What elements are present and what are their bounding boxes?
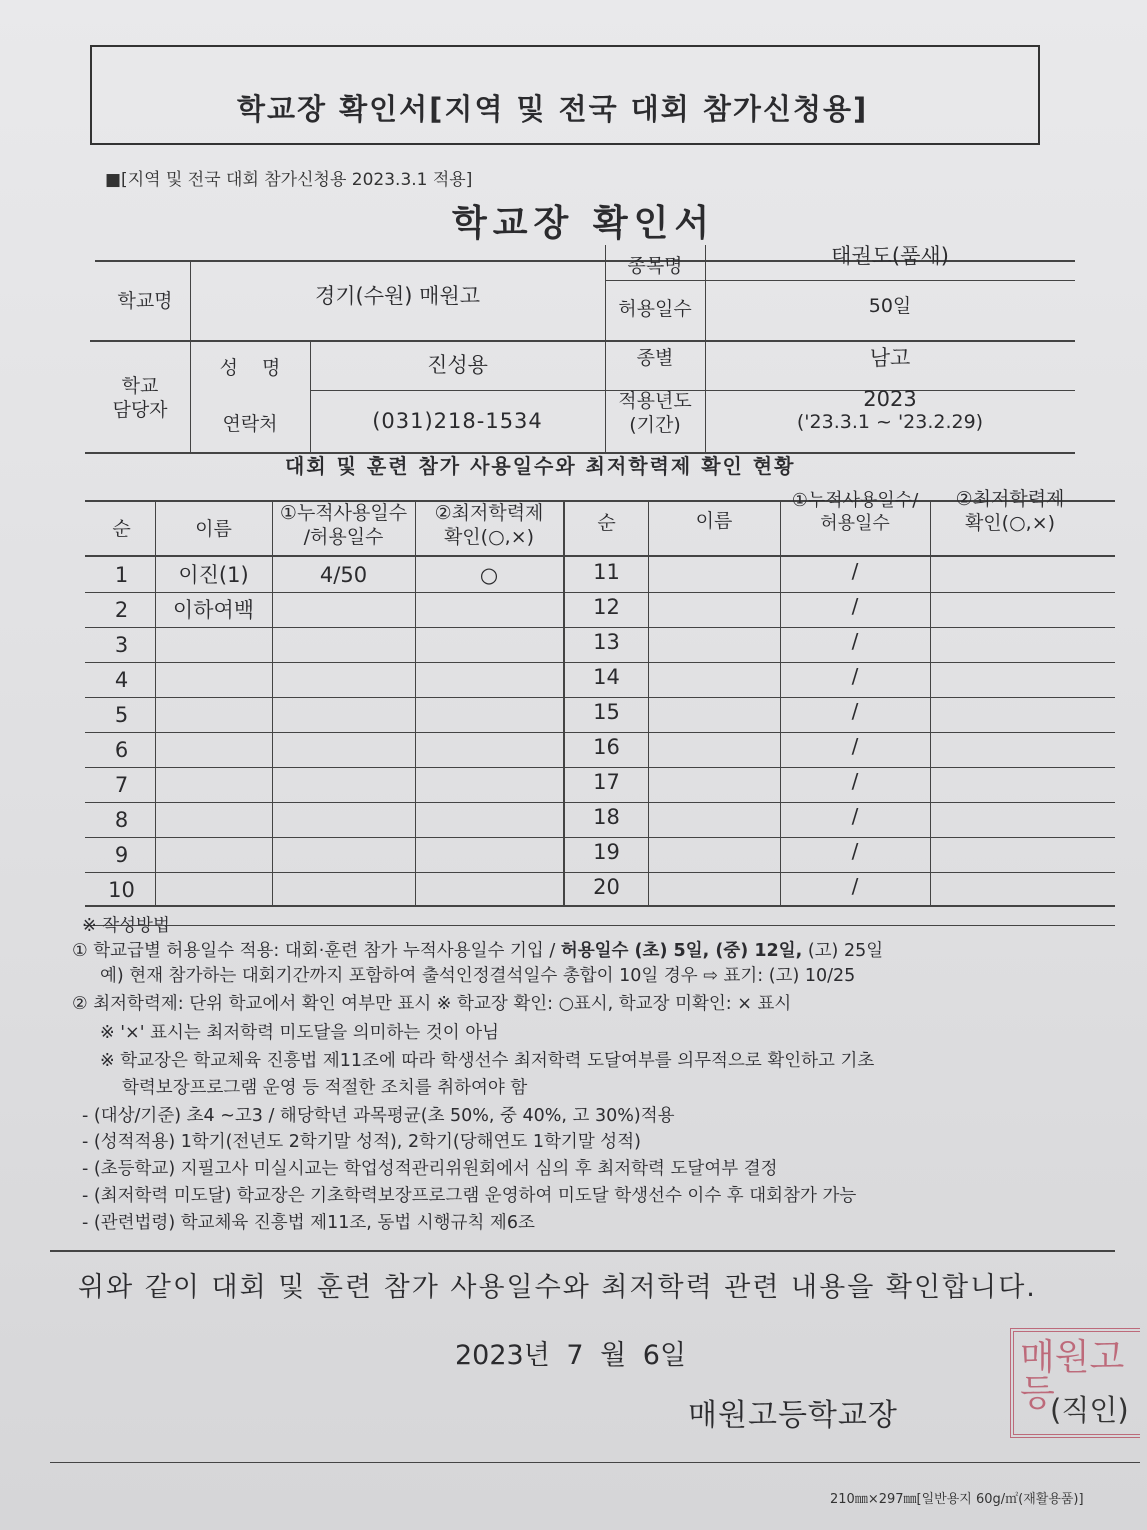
title-box: [90, 45, 1040, 145]
event-label: 종목명: [627, 255, 683, 277]
row-number: 10: [108, 878, 135, 902]
note-1: ① 학교급별 허용일수 적용: 대회·훈련 참가 누적사용일수 기입 / 허용일수 (초) 5일, (중) 12일, (고) 25일: [72, 941, 884, 961]
row-number: 1: [114, 563, 129, 587]
row-name: 이진(1): [178, 563, 249, 587]
note-3: ※ '×' 표시는 최저학력 미도달을 의미하는 것이 아님: [100, 1023, 500, 1043]
header-name-left: 이름: [195, 518, 232, 540]
row-number: 12: [593, 595, 620, 619]
header-days-right: ①누적사용일수/ 허용일수: [791, 490, 919, 534]
row-number: 7: [114, 773, 129, 797]
row-days: /: [851, 734, 859, 758]
detail-3: - (초등학교) 지필고사 미실시교는 학업성적관리위원회에서 심의 후 최저학력 도달여부 결정: [82, 1159, 778, 1179]
subtitle: ■[지역 및 전국 대회 참가신청용 2023.3.1 적용]: [105, 170, 473, 190]
row-number: 13: [593, 630, 620, 654]
row-name: 이하여백: [172, 598, 255, 622]
header-no-right: 순: [597, 512, 616, 534]
row-days: /: [851, 664, 859, 688]
note-1-example: 예) 현재 참가하는 대회기간까지 포함하여 출석인정결석일수 총합이 10일 경우 ⇨ 표기: (고) 10/25: [100, 966, 856, 986]
official-seal-stamp: 매원고등: [1010, 1328, 1140, 1438]
note-2: ② 최저학력제: 단위 학교에서 확인 여부만 표시 ※ 학교장 확인: ○표시, 학교장 미확인: × 표시: [72, 994, 792, 1014]
row-days: /: [851, 629, 859, 653]
row-days: /: [851, 559, 859, 583]
category-label: 종별: [636, 347, 674, 369]
detail-1: - (대상/기준) 초4 ~고3 / 해당학년 과목평균(초 50%, 중 40%, 고 30%)적용: [82, 1106, 675, 1126]
paper-spec: 210㎜×297㎜[일반용지 60g/㎡(재활용품)]: [830, 1492, 1084, 1507]
period-value: ('23.3.1 ~ '23.2.29): [796, 411, 984, 433]
row-number: 16: [593, 735, 620, 759]
allowed-days-label: 허용일수: [618, 298, 692, 320]
row-number: 5: [114, 703, 129, 727]
row-min-check: ○: [479, 563, 499, 587]
row-number: 2: [114, 598, 129, 622]
row-number: 19: [593, 840, 620, 864]
row-days: /: [851, 594, 859, 618]
box-title: 학교장 확인서[지역 및 전국 대회 참가신청용]: [237, 92, 869, 126]
manager-label: 학교 담당자: [112, 375, 168, 421]
school-label: 학교명: [117, 290, 173, 312]
row-number: 4: [114, 668, 129, 692]
name-label: 성 명: [219, 357, 281, 379]
detail-2: - (성적적용) 1학기(전년도 2학기말 성적), 2학기(당해연도 1학기말 성적): [82, 1132, 641, 1152]
row-days: 4/50: [319, 563, 368, 587]
category-value: 남고: [869, 346, 911, 370]
seal-mark: (직인): [1050, 1393, 1129, 1427]
row-number: 17: [593, 770, 620, 794]
row-number: 14: [593, 665, 620, 689]
row-days: /: [851, 769, 859, 793]
event-value: 태권도(품새): [831, 244, 949, 268]
note-4: ※ 학교장은 학교체육 진흥법 제11조에 따라 학생선수 최저학력 도달여부를 의무적으로 확인하고 기초: [100, 1051, 875, 1071]
row-days: /: [851, 699, 859, 723]
header-no-left: 순: [112, 518, 131, 540]
row-number: 18: [593, 805, 620, 829]
row-number: 3: [114, 633, 129, 657]
notes-heading: ※ 작성방법: [82, 916, 170, 936]
row-number: 20: [593, 875, 620, 899]
header-min-left: ②최저학력제 확인(○,×): [434, 502, 544, 548]
issue-date: 2023년 7 월 6일: [455, 1340, 687, 1371]
principal-title: 매원고등학교장: [688, 1398, 898, 1433]
detail-4: - (최저학력 미도달) 학교장은 기초학력보장프로그램 운영하여 미도달 학생선수 이수 후 대회참가 가능: [82, 1186, 857, 1206]
row-days: /: [851, 839, 859, 863]
confirm-statement: 위와 같이 대회 및 훈련 참가 사용일수와 최저학력 관련 내용을 확인합니다.: [78, 1272, 1037, 1303]
contact-label: 연락처: [222, 413, 278, 435]
allowed-days-value: 50일: [868, 295, 912, 317]
year-value: 2023: [863, 387, 917, 411]
row-number: 9: [114, 843, 129, 867]
school-value: 경기(수원) 매원고: [314, 284, 481, 308]
name-value: 진성용: [427, 353, 488, 377]
doc-title: 학교장 확인서: [452, 203, 716, 244]
row-number: 15: [593, 700, 620, 724]
row-days: /: [851, 874, 859, 898]
detail-5: - (관련법령) 학교체육 진흥법 제11조, 동법 시행규칙 제6조: [82, 1213, 535, 1233]
year-label: 적용년도 (기간): [618, 390, 692, 436]
section-title: 대회 및 훈련 참가 사용일수와 최저학력제 확인 현황: [285, 454, 796, 478]
row-number: 8: [114, 808, 129, 832]
row-days: /: [851, 804, 859, 828]
row-number: 6: [114, 738, 129, 762]
contact-value: (031)218-1534: [372, 409, 543, 433]
header-days-left: ①누적사용일수 /허용일수: [279, 502, 408, 548]
row-number: 11: [593, 560, 620, 584]
header-name-right: 이름: [695, 510, 733, 532]
header-min-right: ②최저학력제 확인(○,×): [955, 488, 1065, 534]
note-4b: 학력보장프로그램 운영 등 적절한 조치를 취하여야 함: [122, 1078, 528, 1098]
